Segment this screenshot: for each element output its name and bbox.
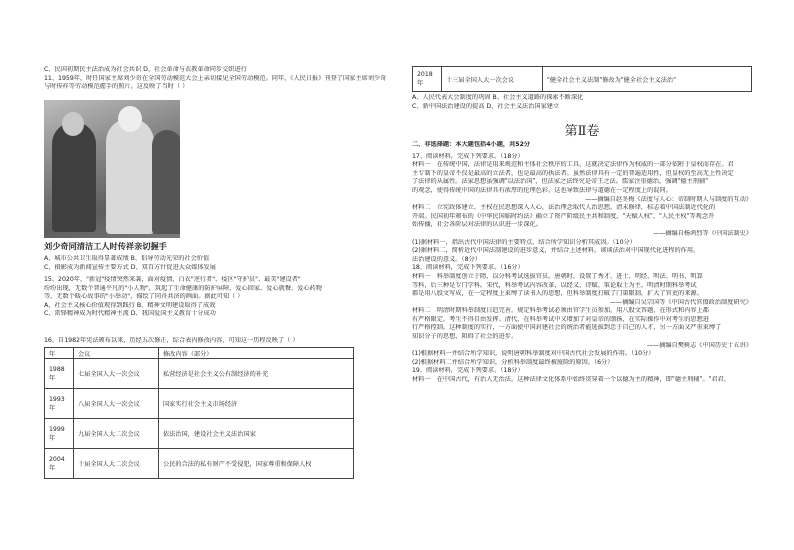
table-cell: 十三届全国人大一次会议 <box>442 67 543 92</box>
table-header-cell: 会议 <box>74 348 159 359</box>
table-cell: 1993年 <box>45 389 74 419</box>
table-cell: 私营经济是社会主义公有制经济的补充 <box>159 359 354 389</box>
q17-material-1 <box>412 161 752 195</box>
q18-material-2 <box>412 307 752 341</box>
question-17-title: 17、阅读材料，完成下列要求。（18分） <box>412 152 524 160</box>
option-line: C、雷锋精神成为时代精神主流 D、我国爱国主义教育十分成功 <box>44 310 216 318</box>
text-line: 材料一 在传统中国，法律是用来规范和主体社会秩序的工具，这就决定法律作为权威的一部分依附于皇权而存在。君 <box>412 161 734 169</box>
text-line: 开端。民国初年颁布的《中华民国临时约法》确立了资产阶级民主共和制度，"天赋人权"、"人民主权"等观念开 <box>412 212 715 220</box>
text-line: 16、自1982年宪法颁布以来，历经五次修正，综合表内修改内容，可知这一历程反映了（ ） <box>44 337 299 344</box>
question-19-title: 19、阅读材料，完成下列要求。（18分） <box>412 367 524 375</box>
text-line: 材料一 在中国古代，有治人无治法，这种法律文化体系中始终贯穿着一个以德为主的精神，即"德主刑辅"。"君君、 <box>412 376 730 384</box>
photo-caption: 刘少奇同清洁工人时传祥亲切握手 <box>44 241 167 251</box>
table-row <box>413 67 752 92</box>
text-line: 都是用八股文写成，在一定程度上束缚了读书人的思想，但科举制度打破了门第限制，扩大了官吏的来源。 <box>412 290 703 298</box>
option-line: C、摄影成为新闻宣传主要方式 D、双百方针促进大众媒体发展 <box>44 263 216 271</box>
q10-tail <box>44 66 386 92</box>
table-cell: 公民的合法的私有财产不受侵犯，国家尊重和保障人权 <box>159 449 354 479</box>
question-16-intro <box>44 337 384 346</box>
q18-material-1 <box>412 273 752 299</box>
question-ask: (1)据材料一，指出古代中国法律的主要特点，结合所学知识分析其成因。（10分） <box>412 238 636 246</box>
text-line: 等科，后三种是专门学科。宋代，科举考试内容改革，以经义、诗赋、策论取士为主。明清时期科举考试 <box>412 281 697 289</box>
source-citation: ——摘编自赵冬梅《法度与人心：帝制时期人与制度的互动》 <box>584 195 752 203</box>
table-cell: 1988年 <box>45 359 74 389</box>
section-heading: 二、非选择题：本大题包括4小题，共52分 <box>412 141 531 148</box>
text-line: 的观念，使得传统中国的法律具有浓厚的伦理色彩，这也导致法律与道德在一定程度上的混同。 <box>412 186 672 194</box>
table-row <box>45 419 354 449</box>
table-row <box>45 359 354 389</box>
question-ask: 法治建设的意义。（8分） <box>412 255 481 263</box>
table-cell: 国家实行社会主义市场经济 <box>159 389 354 419</box>
table-header-cell: 修改内容（部分） <box>159 348 354 359</box>
option-line: C、新中国法治建设的提高 D、社会主义法治国家建立 <box>412 102 560 110</box>
question-ask: (2)据材料二，简析近代中国法制建设的进步意义，并结合上述材料，谈谈法治对中国现代化进程的作用。 <box>412 247 700 255</box>
table-header-row <box>45 348 354 359</box>
historic-photo <box>44 100 180 238</box>
table-row <box>45 449 354 479</box>
text-line: 始传播，社会各阶层对法律的认识进一步深化。 <box>412 221 542 229</box>
table-row <box>45 389 354 419</box>
constitution-table-continued <box>412 66 752 92</box>
table-header-cell: 年 <box>45 348 74 359</box>
source-citation: ——摘编自吴宗国等《中国古代官僚政治制度研究》 <box>609 298 752 306</box>
text-line: 15、2020年，"新冠"疫情突然来袭，面对疫情，白衣"逆行者"、疫区"守护员"、最美"建设者" <box>44 276 301 283</box>
table-cell: 2018年 <box>413 67 442 92</box>
q17-material-2 <box>412 204 752 230</box>
option-line: A、人民代表大会制度的巩固 B、社会主义道路的探索不断深化 <box>412 94 584 101</box>
table-cell: 1999年 <box>45 419 74 449</box>
q11-options <box>44 255 384 272</box>
text-line: 行严格控制。这种制度的实行，一方面使中国封建社会的统治者能选拔到忠于自己的人才，另一方面又严重束缚了 <box>412 324 722 332</box>
question-15 <box>44 276 384 319</box>
table-cell: 九届全国人大二次会议 <box>74 419 159 449</box>
text-line: 材料二 立宪政体建立、主权在民思想深入人心，法治理念取代人治思想。清末修律，标志着中国法制近代化的 <box>412 204 716 212</box>
question-18-title: 18、阅读材料，完成下列要求。（16分） <box>412 264 524 272</box>
table-cell: 2004年 <box>45 449 74 479</box>
text-line: 等，无数个暖心故事的"小举动"，描绘了同舟共济的画面。据此可知（ ） <box>44 293 244 301</box>
text-line: 有严格限定，考生不得自由发挥。清代，在科举考试中又增加了对皇帝的颂扬，在实际操作中对考生的思想进 <box>412 315 709 323</box>
option-line: A、社会主义核心价值观得到践行 B、精神文明建设取得了成效 <box>44 301 216 309</box>
text-line: 材料一 科举制度创立于隋，以分科考试选拔官员。唐朝时，设置了秀才、进士、明经、明法、明书、明算 <box>412 272 703 280</box>
text-line: 纷纷出现，无数个普通平凡的"小人物"，筑起了生命健康的防护屏障，爱心回家、爱心就餐、爱心药物 <box>44 284 322 292</box>
question-ask: (2)根据材料二并结合所学知识，分析科举制度最终被废除的原因。（6分） <box>412 358 614 366</box>
source-citation: ——摘编自杨鸿烈等《中国法制史》 <box>653 229 752 237</box>
option-line: A、城市公共卫生取得显著成绩 B、倡导劳动光荣的社会价值 <box>44 255 210 262</box>
text-line: 与时传祥等劳动模范握手的照片。这反映了当时（ ） <box>44 83 189 91</box>
table-cell: 依法治国，建设社会主义法治国家 <box>159 419 354 449</box>
source-citation: ——摘编自樊树志《中国历史十五讲》 <box>646 341 752 349</box>
section-title: 第Ⅱ卷 <box>564 124 600 139</box>
text-line: 了法律的从属性。法家思想虽强调"以法治国"，但法家之法终究是帝王之法。儒家注重德治，强调"德主刑辅" <box>412 178 709 186</box>
non-choice-section <box>412 141 752 385</box>
table-cell: 八届全国人大一次会议 <box>74 389 159 419</box>
q16-options <box>412 94 752 111</box>
text-line: C、民国初期民主法治成为社会共识 D、社会革命与衣教革命同步交织进行 <box>44 66 247 73</box>
text-line: 材料二 明清时期科举制度日趋完善，规定科举考试必须由官学生员参加，用八股文答题，在形式和内容上都 <box>412 307 709 315</box>
text-line: 主专制下的皇帝不仅是最高的立法者，也是最高的执法者。虽然法律具有一定的普遍适用性，但皇权的至高无上性决定 <box>412 169 734 177</box>
text-line: 知识分子的思想，阻碍了社会的进步。 <box>412 333 518 341</box>
text-line: 11、1959年，时任国家主席刘少奇在全国劳动模范大会上亲切接见全国劳动模范。同年，《人民日报》刊登了国家主席刘少奇 <box>44 74 387 82</box>
question-ask: (1)根据材料一并结合所学知识，说明唐朝科举制度对中国古代社会发展的作用。（10分） <box>412 350 655 358</box>
table-cell: "健全社会主义法制"修改为"健全社会主义法治" <box>543 67 752 92</box>
table-cell: 十届全国人大二次会议 <box>74 449 159 479</box>
constitution-amendment-table <box>44 347 354 479</box>
table-cell: 七届全国人大一次会议 <box>74 359 159 389</box>
